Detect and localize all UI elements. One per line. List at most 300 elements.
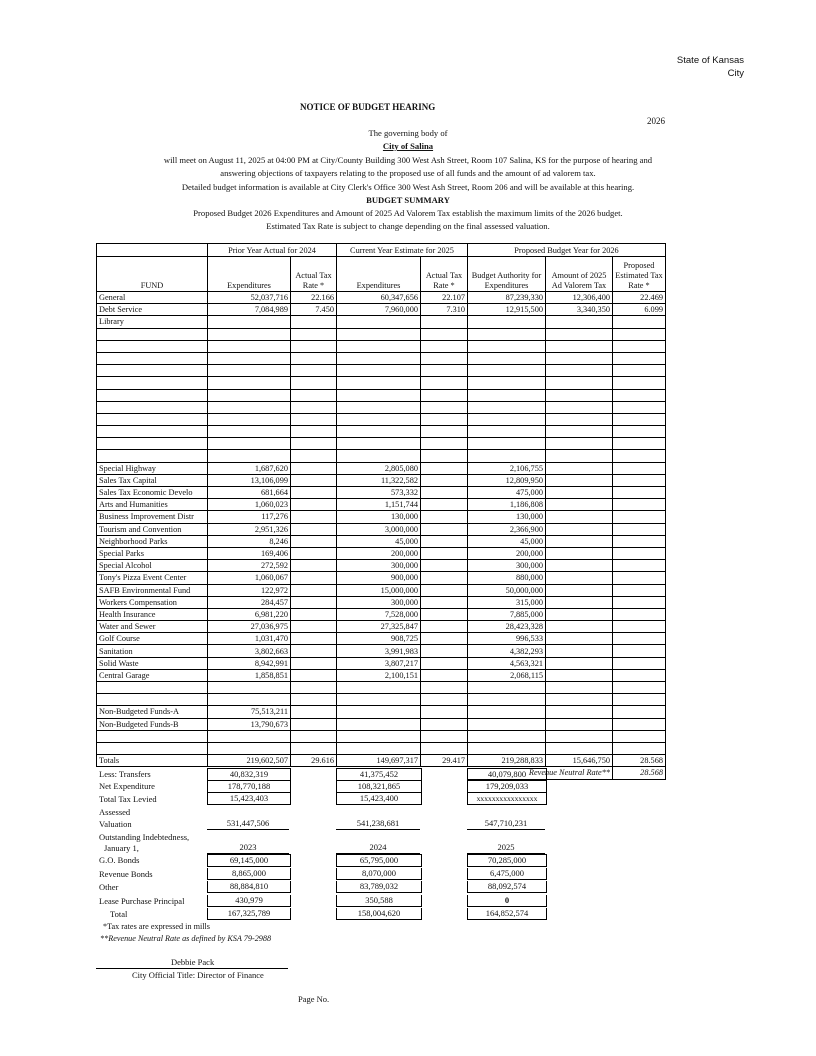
table-row: [97, 596, 666, 608]
cell-r25: [421, 596, 468, 608]
cell-e25: 11,322,582: [337, 474, 421, 486]
cell-e25: [337, 365, 421, 377]
cell-r24: [291, 669, 337, 681]
cell-e25: 573,332: [337, 487, 421, 499]
totals-e25: 149,697,317: [337, 755, 421, 767]
cell-adv: [546, 487, 613, 499]
cell-e25: [337, 742, 421, 754]
cell-auth: [468, 377, 546, 389]
cell-r24: [291, 413, 337, 425]
cell-adv: [546, 682, 613, 694]
cell-adv: [546, 547, 613, 559]
city-name: City of Salina: [382, 141, 434, 151]
cell-r24: [291, 682, 337, 694]
cell-auth: 87,239,330: [468, 292, 546, 304]
cell-est: [613, 450, 666, 462]
cell-est: [613, 584, 666, 596]
cell-adv: [546, 474, 613, 486]
cell-e24: 8,246: [208, 535, 291, 547]
cell-auth: 996,533: [468, 633, 546, 645]
cell-e25: 1,151,744: [337, 499, 421, 511]
cell-r24: [291, 584, 337, 596]
cell-adv: 3,340,350: [546, 304, 613, 316]
cell-r24: [291, 572, 337, 584]
net-exp-label: Net Expenditure: [99, 781, 155, 791]
table-row: [97, 730, 666, 742]
cell-e24: [208, 450, 291, 462]
cell-adv: [546, 560, 613, 572]
cell-est: [613, 316, 666, 328]
note-tax-rates: *Tax rates are expressed in mills: [103, 922, 210, 931]
cell-e24: [208, 389, 291, 401]
cell-r25: [421, 547, 468, 559]
cell-r24: [291, 377, 337, 389]
january-label: January 1,: [104, 843, 139, 853]
cell-r25: [421, 657, 468, 669]
cell-adv: [546, 718, 613, 730]
cell-auth: 7,885,000: [468, 608, 546, 620]
cell-e25: [337, 328, 421, 340]
meeting-line-3: Detailed budget information is available at City Clerk's Office 300 West Ash Street, Room 206 and will be available at this hearing.: [181, 182, 635, 192]
cell-r25: [421, 377, 468, 389]
fund-name: [97, 426, 208, 438]
cell-e25: [337, 682, 421, 694]
cell-est: [613, 742, 666, 754]
cell-adv: [546, 633, 613, 645]
cell-r25: [421, 682, 468, 694]
cell-e25: 300,000: [337, 560, 421, 572]
cell-adv: [546, 657, 613, 669]
fund-name: [97, 450, 208, 462]
cell-e24: [208, 426, 291, 438]
col-fund: FUND: [97, 257, 208, 292]
cell-est: [613, 426, 666, 438]
less-transfers-2024: 40,832,319: [207, 768, 291, 780]
debt-2023: 88,884,810: [207, 881, 291, 893]
col-estimated-rate: Proposed Estimated Tax Rate *: [613, 257, 666, 292]
cell-r25: [421, 669, 468, 681]
table-row: [97, 328, 666, 340]
cell-e24: 117,276: [208, 511, 291, 523]
cell-r25: [421, 730, 468, 742]
cell-est: [613, 547, 666, 559]
cell-e24: 75,513,211: [208, 706, 291, 718]
valuation-2025: 541,238,681: [336, 818, 420, 830]
cell-adv: [546, 340, 613, 352]
budget-year: 2026: [647, 116, 665, 126]
fund-name: Workers Compensation: [97, 596, 208, 608]
cell-est: [613, 560, 666, 572]
cell-e25: [337, 316, 421, 328]
table-row: [97, 621, 666, 633]
debt-label: Lease Purchase Principal: [99, 895, 185, 906]
cell-r24: [291, 328, 337, 340]
cell-auth: [468, 365, 546, 377]
table-row: [97, 706, 666, 718]
table-row: [97, 340, 666, 352]
cell-adv: [546, 450, 613, 462]
cell-adv: [546, 365, 613, 377]
cell-adv: [546, 706, 613, 718]
cell-auth: 2,366,900: [468, 523, 546, 535]
fund-name: Central Garage: [97, 669, 208, 681]
group-proposed-year: Proposed Budget Year for 2026: [468, 244, 666, 257]
fund-name: Water and Sewer: [97, 621, 208, 633]
cell-e25: [337, 450, 421, 462]
debt-2023: 8,865,000: [207, 868, 291, 880]
cell-r24: [291, 401, 337, 413]
cell-r25: [421, 450, 468, 462]
cell-e24: 52,037,716: [208, 292, 291, 304]
fund-name: Arts and Humanities: [97, 499, 208, 511]
cell-est: [613, 377, 666, 389]
table-row: [97, 377, 666, 389]
cell-e24: 1,060,023: [208, 499, 291, 511]
cell-r25: [421, 621, 468, 633]
cell-auth: [468, 742, 546, 754]
cell-e25: 130,000: [337, 511, 421, 523]
cell-auth: [468, 389, 546, 401]
cell-e24: [208, 401, 291, 413]
cell-r25: 7.310: [421, 304, 468, 316]
cell-adv: [546, 316, 613, 328]
table-row: [97, 742, 666, 754]
cell-r24: [291, 633, 337, 645]
cell-e24: [208, 682, 291, 694]
cell-e25: [337, 438, 421, 450]
cell-r24: [291, 438, 337, 450]
table-row: [97, 438, 666, 450]
cell-est: [613, 401, 666, 413]
cell-e24: 3,802,663: [208, 645, 291, 657]
cell-auth: 880,000: [468, 572, 546, 584]
cell-r24: [291, 706, 337, 718]
cell-r25: [421, 560, 468, 572]
cell-est: [613, 535, 666, 547]
table-row: [97, 608, 666, 620]
cell-adv: [546, 730, 613, 742]
cell-e24: [208, 438, 291, 450]
year-2023: 2023: [207, 842, 289, 854]
cell-r24: [291, 694, 337, 706]
table-row: [97, 572, 666, 584]
cell-est: 22.469: [613, 292, 666, 304]
cell-r24: [291, 389, 337, 401]
totals-r24: 29.616: [291, 755, 337, 767]
cell-auth: [468, 413, 546, 425]
cell-r25: [421, 584, 468, 596]
cell-est: 6.099: [613, 304, 666, 316]
fund-name: Tony's Pizza Event Center: [97, 572, 208, 584]
cell-est: [613, 511, 666, 523]
table-row: [97, 718, 666, 730]
cell-est: [613, 682, 666, 694]
cell-e24: [208, 694, 291, 706]
cell-e24: [208, 413, 291, 425]
cell-r25: [421, 365, 468, 377]
cell-adv: [546, 584, 613, 596]
cell-adv: [546, 438, 613, 450]
cell-auth: [468, 401, 546, 413]
cell-r24: [291, 645, 337, 657]
cell-r25: [421, 523, 468, 535]
meeting-line-1: will meet on August 11, 2025 at 04:00 PM at City/County Building 300 West Ash Street, Room 107 Salina, KS for the purpose of hearing and: [163, 155, 653, 165]
cell-est: [613, 352, 666, 364]
cell-e25: [337, 377, 421, 389]
table-group-header: [97, 244, 666, 257]
cell-e24: [208, 742, 291, 754]
total-levied-2024: 15,423,403: [207, 793, 291, 805]
cell-r24: 22.166: [291, 292, 337, 304]
cell-e25: 3,807,217: [337, 657, 421, 669]
cell-e24: 2,951,326: [208, 523, 291, 535]
table-row: [97, 657, 666, 669]
cell-e24: [208, 340, 291, 352]
debt-2025: 164,852,574: [467, 908, 547, 920]
total-levied-2026: xxxxxxxxxxxxxxxx: [467, 793, 547, 805]
cell-e24: 7,084,989: [208, 304, 291, 316]
cell-r24: [291, 742, 337, 754]
cell-r24: [291, 621, 337, 633]
cell-est: [613, 669, 666, 681]
cell-auth: 45,000: [468, 535, 546, 547]
cell-auth: 475,000: [468, 487, 546, 499]
cell-r24: [291, 511, 337, 523]
debt-2024: 158,004,620: [336, 908, 422, 920]
cell-r25: [421, 511, 468, 523]
cell-e25: 908,725: [337, 633, 421, 645]
debt-2025: 0: [467, 895, 547, 907]
fund-name: General: [97, 292, 208, 304]
fund-name: [97, 694, 208, 706]
cell-est: [613, 645, 666, 657]
cell-est: [613, 596, 666, 608]
cell-e24: [208, 316, 291, 328]
fund-name: [97, 401, 208, 413]
cell-r25: [421, 401, 468, 413]
cell-adv: [546, 608, 613, 620]
cell-auth: 1,186,808: [468, 499, 546, 511]
cell-r24: [291, 487, 337, 499]
budget-summary-table: [96, 243, 666, 780]
cell-adv: 12,306,400: [546, 292, 613, 304]
cell-adv: [546, 352, 613, 364]
table-row: [97, 535, 666, 547]
totals-e24: 219,602,507: [208, 755, 291, 767]
year-2025: 2025: [467, 842, 545, 854]
col-budget-authority: Budget Authority for Expenditures: [468, 257, 546, 292]
assessed-label: Assessed: [99, 807, 131, 817]
cell-e24: [208, 352, 291, 364]
cell-e24: 27,036,975: [208, 621, 291, 633]
cell-est: [613, 389, 666, 401]
table-row: [97, 292, 666, 304]
cell-r24: [291, 450, 337, 462]
cell-e25: 3,991,983: [337, 645, 421, 657]
cell-e24: 1,060,067: [208, 572, 291, 584]
cell-adv: [546, 413, 613, 425]
fund-name: Golf Course: [97, 633, 208, 645]
table-row: [97, 499, 666, 511]
cell-adv: [546, 596, 613, 608]
col-rate-2024: Actual Tax Rate *: [291, 257, 337, 292]
cell-e25: [337, 352, 421, 364]
cell-e24: [208, 377, 291, 389]
signature-title: City Official Title: Director of Finance: [132, 970, 264, 980]
cell-auth: 200,000: [468, 547, 546, 559]
cell-e25: 27,325,847: [337, 621, 421, 633]
table-row: [97, 669, 666, 681]
table-row: [97, 511, 666, 523]
signature-name: Debbie Pack: [171, 957, 215, 967]
cell-e24: 284,457: [208, 596, 291, 608]
table-row: [97, 316, 666, 328]
outstanding-label: Outstanding Indebtedness,: [99, 832, 190, 842]
year-2024: 2024: [336, 842, 420, 854]
table-row: [97, 560, 666, 572]
summary-line-2: Estimated Tax Rate is subject to change depending on the final assessed valuation.: [266, 221, 550, 231]
table-row: [97, 487, 666, 499]
cell-e24: 169,406: [208, 547, 291, 559]
cell-adv: [546, 389, 613, 401]
cell-e25: 200,000: [337, 547, 421, 559]
entity-type: City: [727, 68, 744, 79]
fund-name: Health Insurance: [97, 608, 208, 620]
col-rate-2025: Actual Tax Rate *: [421, 257, 468, 292]
cell-e25: [337, 340, 421, 352]
cell-auth: 315,000: [468, 596, 546, 608]
cell-auth: [468, 682, 546, 694]
cell-adv: [546, 511, 613, 523]
table-row: [97, 352, 666, 364]
cell-e25: [337, 706, 421, 718]
totals-r25: 29.417: [421, 755, 468, 767]
cell-e24: 8,942,991: [208, 657, 291, 669]
table-row: [97, 401, 666, 413]
cell-est: [613, 523, 666, 535]
table-row: [97, 474, 666, 486]
cell-r25: [421, 462, 468, 474]
cell-auth: 300,000: [468, 560, 546, 572]
totals-est: 28.568: [613, 755, 666, 767]
debt-label: G.O. Bonds: [99, 855, 140, 865]
cell-auth: [468, 328, 546, 340]
cell-e24: [208, 328, 291, 340]
governing-body: The governing body of: [368, 128, 448, 138]
cell-r25: [421, 742, 468, 754]
cell-est: [613, 608, 666, 620]
cell-est: [613, 340, 666, 352]
cell-e24: 1,687,620: [208, 462, 291, 474]
group-prior-year: Prior Year Actual for 2024: [208, 244, 337, 257]
cell-r25: [421, 499, 468, 511]
fund-name: Non-Budgeted Funds-B: [97, 718, 208, 730]
cell-e25: 3,000,000: [337, 523, 421, 535]
debt-label: Total: [110, 909, 128, 919]
cell-auth: 4,563,321: [468, 657, 546, 669]
cell-est: [613, 328, 666, 340]
cell-r24: [291, 718, 337, 730]
less-transfers-2026: 40,079,800: [467, 768, 547, 780]
cell-est: [613, 572, 666, 584]
total-levied-2025: 15,423,400: [336, 793, 422, 805]
cell-adv: [546, 462, 613, 474]
cell-e24: 1,858,851: [208, 669, 291, 681]
cell-e25: [337, 401, 421, 413]
cell-auth: 130,000: [468, 511, 546, 523]
cell-r24: [291, 365, 337, 377]
debt-2023: 430,979: [207, 895, 291, 907]
fund-name: Sales Tax Economic Develo: [97, 487, 208, 499]
cell-r24: [291, 560, 337, 572]
fund-name: Library: [97, 316, 208, 328]
signature-line: [96, 968, 288, 969]
cell-e25: [337, 730, 421, 742]
cell-adv: [546, 572, 613, 584]
revenue-neutral-label: Revenue Neutral Rate**: [468, 767, 613, 779]
cell-r24: [291, 316, 337, 328]
cell-e25: [337, 389, 421, 401]
debt-2024: 350,588: [336, 895, 422, 907]
cell-r25: [421, 389, 468, 401]
table-row: [97, 413, 666, 425]
cell-e24: 13,106,099: [208, 474, 291, 486]
cell-adv: [546, 523, 613, 535]
cell-est: [613, 474, 666, 486]
cell-e24: 272,592: [208, 560, 291, 572]
cell-r24: [291, 499, 337, 511]
debt-2024: 83,789,032: [336, 881, 422, 893]
cell-auth: [468, 450, 546, 462]
cell-r25: [421, 426, 468, 438]
fund-name: [97, 730, 208, 742]
cell-auth: [468, 426, 546, 438]
cell-e24: 6,981,220: [208, 608, 291, 620]
table-row: [97, 547, 666, 559]
table-row: [97, 645, 666, 657]
fund-name: Debt Service: [97, 304, 208, 316]
fund-name: [97, 682, 208, 694]
fund-name: [97, 328, 208, 340]
note-revenue-neutral: **Revenue Neutral Rate as defined by KSA 79-2988: [100, 934, 272, 943]
fund-name: Business Improvement Distr: [97, 511, 208, 523]
cell-auth: 4,382,293: [468, 645, 546, 657]
totals-row: [97, 755, 666, 767]
cell-auth: [468, 340, 546, 352]
cell-e25: [337, 413, 421, 425]
cell-r24: [291, 608, 337, 620]
cell-auth: [468, 694, 546, 706]
cell-adv: [546, 499, 613, 511]
cell-r25: 22.107: [421, 292, 468, 304]
fund-name: Tourism and Convention: [97, 523, 208, 535]
cell-adv: [546, 535, 613, 547]
fund-name: [97, 742, 208, 754]
cell-r25: [421, 474, 468, 486]
fund-name: [97, 389, 208, 401]
cell-r25: [421, 316, 468, 328]
valuation-2024: 531,447,506: [207, 818, 289, 830]
state-header: [677, 54, 744, 80]
table-row: [97, 523, 666, 535]
cell-auth: 28,423,328: [468, 621, 546, 633]
cell-r24: [291, 657, 337, 669]
fund-name: SAFB Environmental Fund: [97, 584, 208, 596]
cell-r25: [421, 340, 468, 352]
cell-adv: [546, 377, 613, 389]
cell-adv: [546, 645, 613, 657]
cell-e25: 7,960,000: [337, 304, 421, 316]
